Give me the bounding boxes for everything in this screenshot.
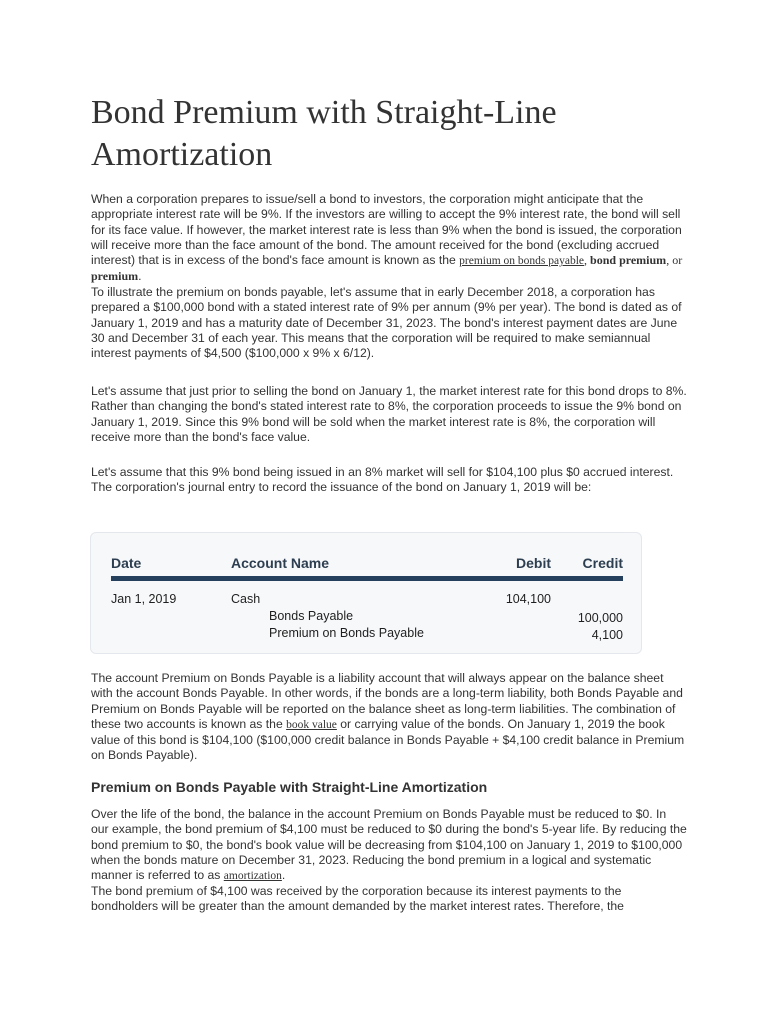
section-heading: Premium on Bonds Payable with Straight-Line Amortization bbox=[91, 779, 488, 795]
premium-on-bonds-payable-link[interactable]: premium on bonds payable bbox=[459, 255, 585, 268]
book-value-text-after: or carrying value of the bonds. On January 1, 2019 the book value of this bond is $104,100 ($100,000 credit balance in Bonds Payable + $4,100 credit balance in Premium on Bonds Payable). bbox=[91, 716, 685, 763]
row-2-credit: 100,000 bbox=[577, 611, 623, 625]
row-2-account: Bonds Payable bbox=[269, 609, 354, 623]
intro-text: When a corporation prepares to issue/sell a bond to investors, the corporation might anticipate that the appropriate interest rate will be 9%. If the investors are willing to accept the 9% interest rate, the bond will sell for its face value. If however, the market interest rate is less than 9% when the bond is issued, the corporation will receive more than the face amount of the bond. The amount received for the bond (excluding accrued interest) that is in excess of the bond's face amount is known as the bbox=[91, 192, 682, 268]
premium-term: premium bbox=[91, 269, 139, 284]
book-value-text-before: The account Premium on Bonds Payable is a liability account that will always appear on the balance sheet with the account Bonds Payable. In other words, if the bonds are a long-term liability, both Bonds Payable and Premium on Bonds Payable will be reported on the balance sheet as long-term liabilities. The combination of these two accounts is known as the bbox=[91, 671, 683, 731]
bond-premium-term: bond premium bbox=[590, 253, 667, 268]
row-1-account: Cash bbox=[231, 592, 261, 606]
row-3-credit: 4,100 bbox=[591, 628, 623, 642]
date-header: Date bbox=[111, 555, 142, 571]
amortization-paragraph bbox=[91, 807, 687, 884]
journal-entry-table bbox=[90, 532, 642, 654]
page-title: Bond Premium with Straight-Line Amortization bbox=[91, 94, 557, 173]
credit-header: Credit bbox=[582, 555, 623, 571]
intro-comma-2: , or bbox=[666, 253, 683, 268]
account-name-header: Account Name bbox=[231, 555, 330, 571]
row-1-debit: 104,100 bbox=[505, 592, 551, 606]
debit-header: Debit bbox=[516, 555, 551, 571]
book-value-link[interactable]: book value bbox=[286, 718, 337, 731]
amortization-text-before: Over the life of the bond, the balance in the account Premium on Bonds Payable must be reduced to $0. In our example, the bond premium of $4,100 must be reduced to $0 during the bond's 5-year life. By reducing the bond premium to $0, the bond's book value will be decreasing from $104,100 on January 1, 2019 to $100,000 when the bonds mature on December 31, 2023. Reducing the bond premium in a logical and systematic manner is referred to as bbox=[91, 807, 687, 883]
premium-received-paragraph: The bond premium of $4,100 was received by the corporation because its interest payments to the bondholders will be greater than the amount demanded by the market interest rates. Therefore, the bbox=[91, 884, 624, 914]
intro-paragraph bbox=[91, 192, 687, 285]
header-rule bbox=[111, 576, 623, 581]
amortization-text-end: . bbox=[281, 868, 286, 883]
intro-end: . bbox=[138, 269, 142, 284]
illustration-paragraph: To illustrate the premium on bonds payable, let's assume that in early December 2018, a corporation has prepared a $100,000 bond with a stated interest rate of 9% per annum (9% per year). The bond is dated as of January 1, 2019 and has a maturity date of December 31, 2023. The bond's interest payment dates are June 30 and December 31 of each year. This means that the corporation will be required to make semiannual interest payments of $4,500 ($100,000 x 9% x 6/12). bbox=[91, 285, 682, 361]
row-3-account: Premium on Bonds Payable bbox=[269, 626, 424, 640]
row-1-date: Jan 1, 2019 bbox=[111, 592, 177, 606]
intro-comma-1: , bbox=[584, 253, 591, 268]
issuance-paragraph: Let's assume that this 9% bond being issued in an 8% market will sell for $104,100 plus $0 accrued interest. The corporation's journal entry to record the issuance of the bond on January 1, 2019 will be: bbox=[91, 465, 674, 495]
book-value-paragraph bbox=[91, 671, 687, 764]
market-rate-paragraph: Let's assume that just prior to selling the bond on January 1, the market interest rate for this bond drops to 8%. Rather than changing the bond's stated interest rate to 8%, the corporation proceeds to issue the 9% bond on January 1, 2019. Since this 9% bond will be sold when the market interest rate is 8%, the corporation will receive more than the bond's face value. bbox=[91, 384, 687, 444]
amortization-link[interactable]: amortization bbox=[223, 870, 282, 883]
